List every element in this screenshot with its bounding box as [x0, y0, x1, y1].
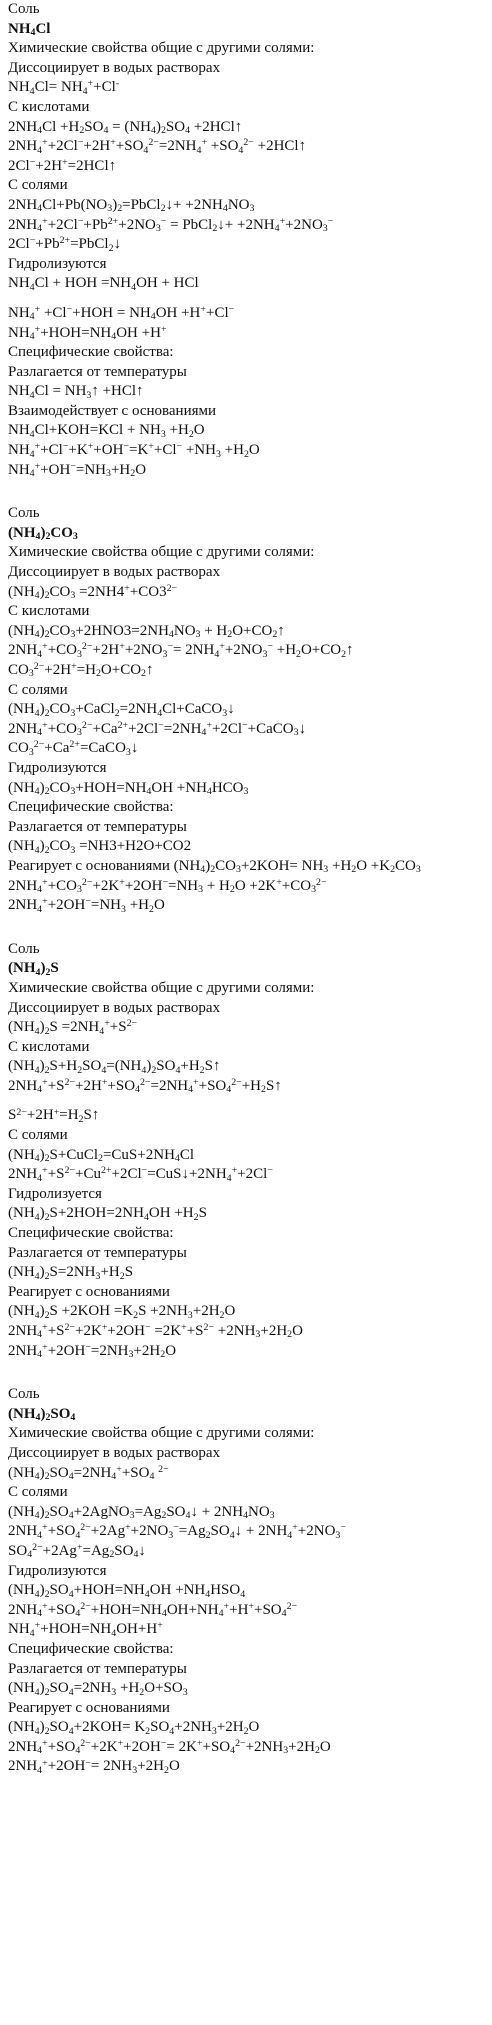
text-line: $2NH_4Cl+Pb(NO_3)_2=PbCl_2↓+ +2NH_4NO_3$: [8, 196, 255, 215]
text-line: С солями: [8, 1127, 68, 1144]
text-line: Реагирует с основаниями: [8, 1283, 170, 1300]
text-line: Химические свойства общие с другими солями:: [8, 40, 315, 57]
text-line: $(NH_4)_2S +2KOH =K_2S +2NH_3+2H_2O$: [8, 1303, 236, 1321]
text-line: Разлагается от температуры: [8, 1244, 187, 1261]
text-line: $NH_4^++OH^-=NH_3+H_2O$: [8, 460, 147, 480]
text-line: Диссоциирует в водых растворах: [8, 59, 221, 76]
text-line: Специфические свойства:: [8, 799, 174, 816]
salt-section: [8, 0, 488, 480]
salt-section: [8, 504, 488, 915]
text-line: С кислотами: [8, 603, 90, 620]
text-line: $SO_4^{2-}+2Ag^+=Ag_2SO_4↓$: [8, 1542, 146, 1561]
text-line: Диссоциирует в водых растворах: [8, 564, 221, 581]
text-line: Специфические свойства:: [8, 1640, 174, 1657]
salt-formula-heading: $(NH_4)_2CO_3$: [8, 524, 78, 543]
text-line: 2Cl−+2H+=2HCl↑: [8, 156, 117, 174]
text-line: $(NH_4)_2S+H_2SO_4=(NH_4)_2SO_4+H_2S↑$: [8, 1058, 221, 1076]
text-line: $2NH_4^++2OH^-=2NH_3+2H_2O$: [8, 1341, 177, 1361]
text-line: $(NH_4)_2CO_3+CaCl_2=2NH_4Cl+CaCO_3↓$: [8, 701, 235, 719]
text-line: Разлагается от температуры: [8, 818, 187, 835]
text-line: $NH_4^+ +Cl^-+HOH = NH_4OH +H^++Cl^-$: [8, 303, 235, 323]
text-line: $2NH_4^++2Cl^-+2H^++SO_4^{2-}=2NH_4^+ +SO_4^{2-}$ +2HCl↑: [8, 137, 307, 156]
text-line: Соль: [8, 940, 40, 957]
text-line: $(NH_4)_2S=2NH_3+H_2S$: [8, 1264, 134, 1282]
text-line: Гидролизуются: [8, 1562, 107, 1579]
text-line: $2NH_4Cl +H_2SO_4 = (NH_4)_2SO_4$ +2HCl↑: [8, 118, 243, 137]
salt-formula-heading: $(NH_4)_2S$: [8, 960, 59, 978]
text-line: $2NH_4^++S^{2-}+2K^++2OH^- =2K^++S^{2-} +2NH_3+2H_2O$: [8, 1322, 303, 1341]
text-line: $(NH_4)_2SO_4=2NH_3 +H_2O+SO_3$: [8, 1680, 188, 1698]
text-line: $(NH_4)_2CO_3+2HNO3=2NH_4NO_3$ + $H_2O+CO_2↑$: [8, 622, 285, 641]
text-line: Реагирует с основаниями: [8, 1699, 170, 1716]
text-line: $(NH_4)_2S+2HOH=2NH_4OH +H_2S$: [8, 1205, 207, 1223]
text-line: $2Cl^-+Pb^{2+}=PbCl_2↓$: [8, 235, 122, 254]
text-line: $2NH_4^++2Cl^-+Pb^{2+}+2NO_3^-$ = PbCl$_2$↓+ $+2NH_4^++2NO_3^-$: [8, 215, 334, 234]
text-line: $(NH_4)_2SO_4+2KOH= K_2SO_4+2NH_3+2H_2O$: [8, 1719, 260, 1737]
text-line: Гидролизуются: [8, 255, 107, 272]
text-line: $2NH_4^++S^{2-}+2H^++SO_4^{2-}=2NH_4^++SO_4^{2-}+H_2S↑$: [8, 1076, 282, 1096]
text-line: $NH_4^++HOH=NH_4OH +H^+$: [8, 323, 167, 342]
text-line: С кислотами: [8, 1038, 90, 1055]
text-line: С солями: [8, 177, 68, 194]
text-line: С кислотами: [8, 98, 90, 115]
text-line: $(NH_4)_2CO_3+HOH=NH_4OH +NH_4HCO_3$: [8, 779, 249, 798]
text-line: $(NH_4)_2S =2NH_4^++S^{2-}$: [8, 1018, 138, 1037]
text-line: Соль: [8, 1, 40, 17]
text-line: $NH_4^++Cl^-+K^++OH^-=K^++Cl^- +NH_3 +H_2O$: [8, 441, 260, 460]
text-line: Соль: [8, 1386, 40, 1403]
salt-section: [8, 940, 488, 1361]
text-line: Химические свойства общие с другими солями:: [8, 1425, 315, 1442]
text-line: $CO_3^{2-}+2H^+=H_2O+CO_2↑$: [8, 661, 154, 680]
text-line: Реагирует с основаниями $(NH_4)_2CO_3+2KOH= NH_3 +H_2O +K_2CO_3$: [8, 857, 421, 876]
spacer: [8, 294, 488, 304]
text-line: $2NH_4^++2OH^-= 2NH_3+2H_2O$: [8, 1757, 180, 1776]
text-line: С солями: [8, 681, 68, 698]
text-line: С солями: [8, 1484, 68, 1501]
text-line: $2NH_4^++CO_3^{2-}+2K^++2OH^-=NH_3 + H_2O +2K^++CO_3^{2-}$: [8, 876, 327, 895]
text-line: $(NH_4)_2SO_4+HOH=NH_4OH +NH_4HSO_4$: [8, 1582, 246, 1600]
text-line: $2NH_4^++SO_4^{2-}+HOH=NH_4OH+NH_4^++H^++SO_4^{2-}$: [8, 1600, 298, 1620]
salt-formula-heading: $(NH_4)_2SO_4$: [8, 1405, 76, 1424]
salt-formula-heading: $NH_4Cl$: [8, 20, 51, 39]
text-line: Специфические свойства:: [8, 344, 174, 361]
text-line: Диссоциирует в водых растворах: [8, 999, 221, 1016]
text-line: $(NH_4)_2SO_4=2NH_4^++SO_4$ $^{2-}$: [8, 1463, 169, 1483]
text-line: $S^{2-}+2H^+=H_2S↑$: [8, 1106, 100, 1125]
text-line: $2NH_4^++CO_3^{2-}+Ca^{2+}+2Cl^-=2NH_4^++2Cl^-+CaCO_3↓$: [8, 719, 307, 739]
text-line: $(NH_4)_2CO_3 =NH3+H2O+CO2$: [8, 838, 192, 856]
text-line: $2NH_4^++CO_3^{2-}+2H^++2NO_3^-= 2NH_4^++2NO_3^-$ $+H_2O+CO_2↑$: [8, 641, 354, 660]
text-line: Химические свойства общие с другими солями:: [8, 979, 315, 996]
text-line: $NH_4Cl$ = $NH_3↑$ +HCl↑: [8, 383, 144, 401]
text-line: $NH_4Cl= NH_4^++Cl^-$: [8, 78, 120, 97]
text-line: $2NH_4^++S^{2-}+Cu^{2+}+2Cl^-=CuS↓+2NH_4^++2Cl^-$: [8, 1165, 273, 1184]
text-line: Взаимодействует с основаниями: [8, 402, 217, 419]
text-line: $NH_4Cl$ + HOH $=NH_4OH$ + HCl: [8, 275, 199, 293]
text-line: Гидролизуется: [8, 1185, 102, 1202]
text-line: $2NH_4^++2OH^-=NH_3 +H_2O$: [8, 896, 165, 915]
text-line: $2NH_4^++SO_4^{2-}+2K^++2OH^-= 2K^++SO_4^{2-}+2NH_3+2H_2O$: [8, 1737, 331, 1757]
text-line: Диссоциирует в водых растворах: [8, 1444, 221, 1461]
text-line: $NH_4Cl+KOH=KCl + NH_3 +H_2O$: [8, 422, 205, 440]
text-line: $(NH_4)_2CO_3 =2NH4^++CO3^{2-}$: [8, 582, 178, 602]
spacer: [8, 1096, 488, 1106]
text-line: $CO_3^{2-}+Ca^{2+}=CaCO_3↓$: [8, 739, 139, 758]
text-line: $2NH_4^++SO_4^{2-}+2Ag^++2NO_3^-=Ag_2SO_4↓ + 2NH_4^++2NO_3^-$: [8, 1522, 346, 1541]
text-line: Специфические свойства:: [8, 1225, 174, 1242]
text-line: Разлагается от температуры: [8, 363, 187, 380]
salt-section: [8, 1385, 488, 1777]
text-line: Разлагается от температуры: [8, 1660, 187, 1677]
text-line: Гидролизуются: [8, 759, 107, 776]
text-line: Химические свойства общие с другими солями:: [8, 544, 315, 561]
text-line: $(NH_4)_2S+CuCl_2=CuS+2NH_4Cl$: [8, 1146, 195, 1165]
text-line: $(NH_4)_2SO_4+2AgNO_3=Ag_2SO_4↓ + 2NH_4NO_3$: [8, 1503, 275, 1522]
text-line: Соль: [8, 505, 40, 522]
text-line: $NH_4^++HOH=NH_4OH+H^+$: [8, 1620, 163, 1639]
